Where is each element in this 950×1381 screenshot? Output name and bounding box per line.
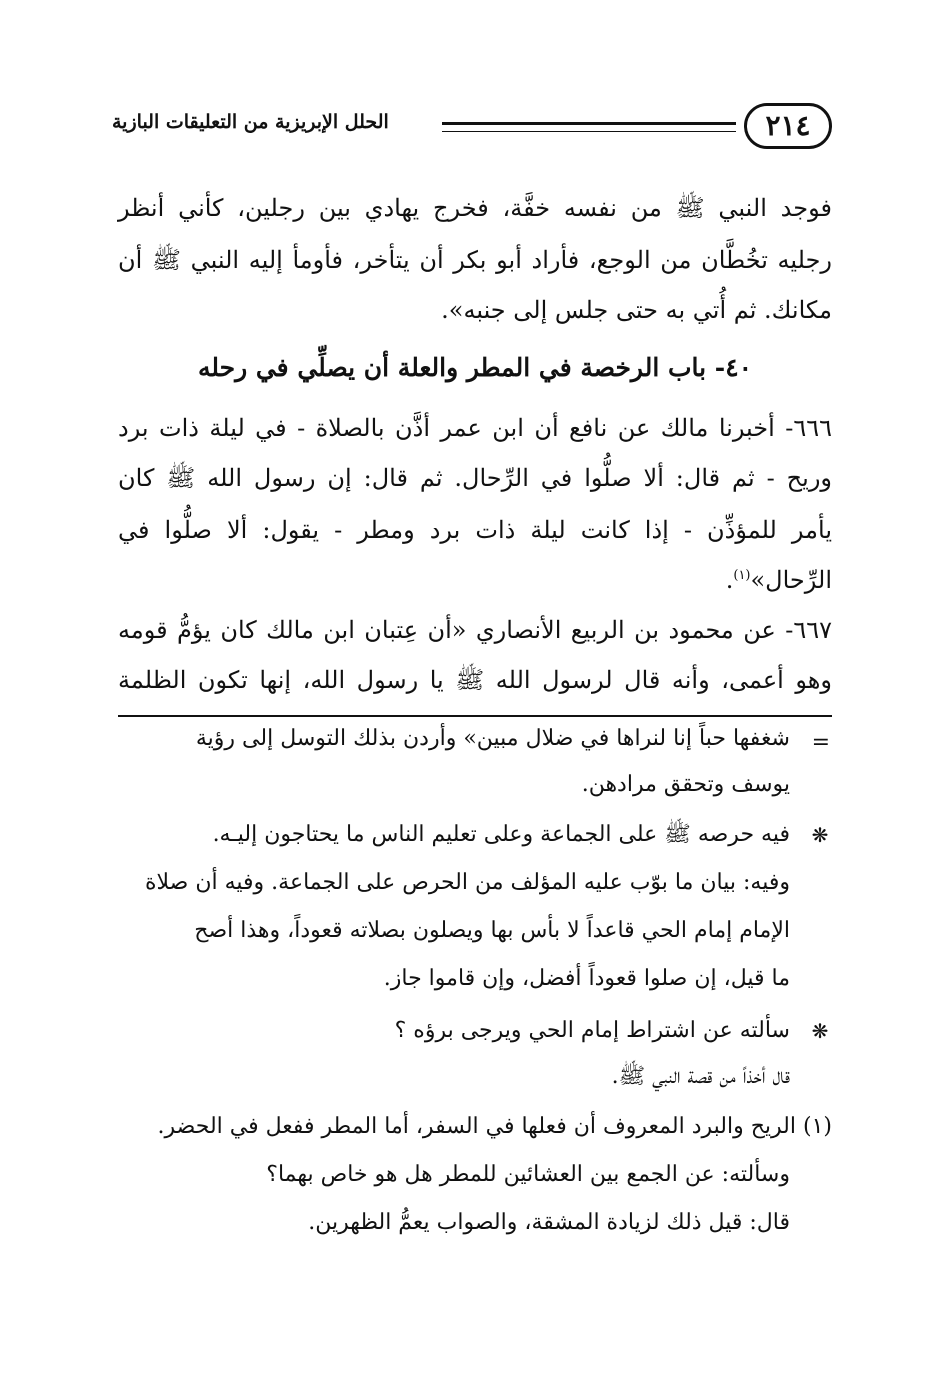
footnote-reference: (١) <box>733 568 751 583</box>
footnote-line: الإمام إمام الحي قاعداً لا بأس بها ويصلون بصلاته قعوداً، وهذا أصح <box>194 918 790 943</box>
book-title: الحلل الإبريزية من التعليقات البازية <box>112 111 389 133</box>
footnote-line: وفيه: بيان ما بوّب عليه المؤلف من الحرص على الجماعة. وفيه أن صلاة <box>145 870 790 895</box>
hadith-line: وريح - ثم قال: ألا صلُّوا في الرِّحال. ثم قال: إن رسول الله ﷺ كان <box>118 464 832 492</box>
body-line: فوجد النبي ﷺ من نفسه خفَّة، فخرج يهادي بين رجلين، كأني أنظر <box>118 194 832 222</box>
page-header <box>112 103 832 153</box>
hadith-line: ٦٦٧- عن محمود بن الربيع الأنصاري «أن عِتبان ابن مالك كان يؤمُّ قومه <box>118 616 832 644</box>
footnote-line: يوسف وتحقق مرادهن. <box>581 772 790 797</box>
page-number: ٢١٤ <box>765 109 811 142</box>
hadith-period: . <box>725 566 734 594</box>
page-number-badge <box>744 103 832 149</box>
footnote-line: فيه حرصه ﷺ على الجماعة وعلى تعليم الناس ما يحتاجون إليـه. <box>212 822 790 847</box>
hadith-line: وهو أعمى، وأنه قال لرسول الله ﷺ يا رسول الله، إنها تكون الظلمة <box>118 666 832 694</box>
chapter-heading: ٤٠- باب الرخصة في المطر والعلة أن يصلِّي في رحله <box>197 353 753 382</box>
body-line: رجليه تخُطَّان من الوجع، فأراد أبو بكر أن يتأخر، فأومأ إليه النبي ﷺ أن <box>118 246 832 274</box>
hadith-line: ٦٦٦- أخبرنا مالك عن نافع أن ابن عمر أذَّن بالصلاة - في ليلة ذات برد <box>118 414 832 442</box>
hadith-line: يأمر للمؤذِّن - إذا كانت ليلة ذات برد ومطر - يقول: ألا صلُّوا في <box>118 516 832 544</box>
header-rule <box>442 122 736 132</box>
footnote-line: (١) الريح والبرد المعروف أن فعلها في السفر، أما المطر ففعل في الحضر. <box>157 1114 832 1139</box>
continuation-mark: = <box>811 730 830 755</box>
footnote-line: ما قيل، إن صلوا قعوداً أفضل، وإن قاموا جاز. <box>383 966 790 991</box>
hadith-line-end <box>118 556 832 600</box>
footnote-separator <box>118 715 832 717</box>
hadith-text: الرِّحال» <box>750 566 832 594</box>
footnote-line: قال أخذاً من قصة النبي ﷺ. <box>611 1064 790 1089</box>
footnote-line: شغفها حباً إنا لنراها في ضلال مبين» وأردن بذلك التوسل إلى رؤية <box>195 726 790 751</box>
footnote-line: وسألته: عن الجمع بين العشائين للمطر هل هو خاص بهما؟ <box>266 1162 790 1187</box>
footnote-line: قال: قيل ذلك لزيادة المشقة، والصواب يعمُّ الظهرين. <box>308 1210 790 1235</box>
body-line: مكانك. ثم أُتي به حتى جلس إلى جنبه». <box>441 296 832 324</box>
footnote-line: سألته عن اشتراط إمام الحي ويرجى برؤه ؟ <box>394 1018 790 1043</box>
asterism-icon: ❋ <box>811 823 829 847</box>
asterism-icon: ❋ <box>811 1019 829 1043</box>
